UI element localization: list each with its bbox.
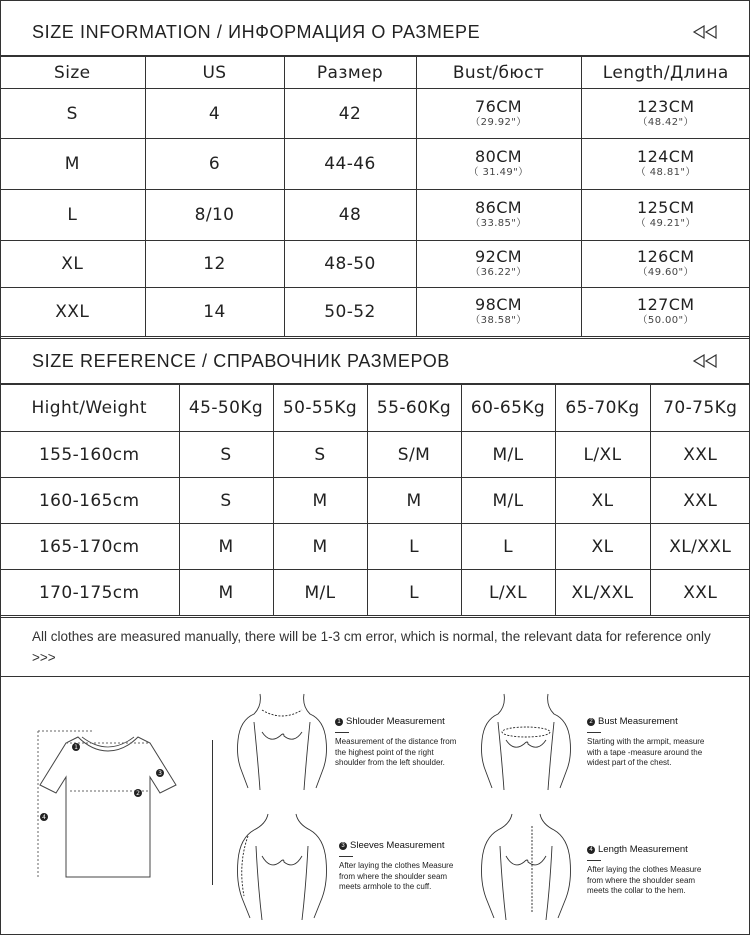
size-ref-cell: M/L — [461, 432, 555, 478]
size-ref-cell: S — [179, 478, 273, 524]
size-info-row — [0, 89, 750, 139]
shirt-marker-2: 2 — [136, 790, 140, 797]
size-info-cell: XXL — [0, 288, 145, 337]
divider — [587, 732, 601, 733]
measurement-description: Starting with the armpit, measure with a tape -measure around the widest part of the chest. — [587, 737, 705, 767]
size-info-cell: 50-52 — [284, 288, 416, 337]
size-info-cell: 48-50 — [284, 241, 416, 288]
size-ref-cell: XXL — [650, 570, 750, 616]
size-ref-cell: XL/XXL — [555, 570, 650, 616]
inch-value: （ 31.49"） — [468, 167, 529, 178]
inch-value: （49.60"） — [637, 267, 694, 278]
size-info-cell — [581, 241, 750, 288]
measurement-description: After laying the clothes Measure from where the shoulder seam meets armhole to the cuff. — [339, 861, 454, 891]
size-info-header-cell: Размер — [284, 57, 416, 89]
size-info-header-cell: Bust/бюст — [416, 57, 581, 89]
cm-value: 124CM — [636, 147, 695, 166]
inch-value: （36.22"） — [470, 267, 527, 278]
size-info-header-cell: Size — [0, 57, 145, 89]
cm-value: 125CM — [636, 198, 695, 217]
size-ref-header-cell: 65-70Kg — [555, 385, 650, 432]
number-badge-icon: 4 — [587, 846, 595, 854]
shirt-marker-3: 3 — [158, 770, 162, 777]
size-info-cell — [416, 139, 581, 190]
inch-value: （38.58"） — [470, 315, 527, 326]
size-ref-cell: M — [273, 524, 367, 570]
size-ref-height-cell: 165-170cm — [0, 524, 179, 570]
divider — [212, 740, 213, 885]
size-info-cell: 42 — [284, 89, 416, 139]
size-info-cell — [416, 241, 581, 288]
size-ref-cell: S — [179, 432, 273, 478]
size-ref-header-cell: 45-50Kg — [179, 385, 273, 432]
size-ref-header-row — [0, 385, 750, 432]
measurement-title: Bust Measurement — [598, 716, 678, 727]
size-ref-height-cell: 160-165cm — [0, 478, 179, 524]
size-info-cell: 12 — [145, 241, 284, 288]
size-ref-row — [0, 524, 750, 570]
size-ref-header-cell: Hight/Weight — [0, 385, 179, 432]
inch-value: （ 48.81"） — [635, 167, 696, 178]
size-info-cell — [416, 288, 581, 337]
size-info-cell — [416, 89, 581, 139]
size-ref-cell: XXL — [650, 478, 750, 524]
size-info-cell: 48 — [284, 190, 416, 241]
size-info-table — [0, 56, 750, 337]
size-ref-header-cell: 70-75Kg — [650, 385, 750, 432]
cm-value: 126CM — [636, 247, 695, 266]
size-ref-cell: S — [273, 432, 367, 478]
inch-value: （ 49.21"） — [635, 218, 696, 229]
size-info-cell: S — [0, 89, 145, 139]
shirt-marker-1: 1 — [74, 744, 78, 751]
size-ref-cell: L/XL — [555, 432, 650, 478]
bust-measurement — [587, 716, 715, 769]
size-ref-cell: M — [179, 570, 273, 616]
sleeves-measurement — [339, 840, 471, 893]
size-ref-row — [0, 432, 750, 478]
divider — [339, 856, 353, 857]
inch-value: （48.42"） — [637, 116, 694, 128]
shirt-marker-4: 4 — [42, 814, 46, 821]
double-chevron-left-icon — [692, 353, 718, 369]
number-badge-icon: 2 — [587, 718, 595, 726]
sleeve-figure-icon — [232, 812, 332, 922]
cm-value: 98CM — [475, 295, 522, 314]
measurement-description: Measurement of the distance from the highest point of the right shoulder from the left shoulder. — [335, 737, 457, 767]
size-info-cell: 4 — [145, 89, 284, 139]
size-ref-cell: L — [367, 570, 461, 616]
size-info-cell — [581, 89, 750, 139]
size-info-cell: XL — [0, 241, 145, 288]
size-ref-cell: XXL — [650, 432, 750, 478]
number-badge-icon: 3 — [339, 842, 347, 850]
size-ref-cell: XL — [555, 524, 650, 570]
size-info-row — [0, 190, 750, 241]
size-ref-cell: S/M — [367, 432, 461, 478]
size-ref-row — [0, 478, 750, 524]
measurement-description: After laying the clothes Measure from where the shoulder seam meets the collar to the hem. — [587, 865, 702, 895]
size-info-cell: M — [0, 139, 145, 190]
size-info-header-row — [0, 57, 750, 89]
inch-value: （29.92"） — [470, 116, 527, 128]
bust-figure-icon — [476, 692, 576, 792]
cm-value: 76CM — [475, 96, 522, 116]
cm-value: 123CM — [636, 96, 695, 116]
size-ref-title — [0, 338, 750, 384]
size-info-cell: L — [0, 190, 145, 241]
cm-value: 92CM — [475, 247, 522, 266]
size-info-cell — [581, 288, 750, 337]
size-info-cell: 6 — [145, 139, 284, 190]
size-ref-cell: M/L — [273, 570, 367, 616]
inch-value: （50.00"） — [637, 315, 694, 326]
size-ref-header-cell: 60-65Kg — [461, 385, 555, 432]
shoulder-measurement — [335, 716, 460, 769]
shoulder-figure-icon — [232, 692, 332, 792]
cm-value: 86CM — [475, 198, 522, 217]
measurement-title: Length Measurement — [598, 844, 688, 855]
size-info-header-cell: Length/Длина — [581, 57, 750, 89]
size-info-title — [0, 10, 750, 56]
size-ref-cell: M — [273, 478, 367, 524]
size-info-cell: 8/10 — [145, 190, 284, 241]
size-info-title-text: SIZE INFORMATION / ИНФОРМАЦИЯ О РАЗМЕРЕ — [32, 22, 481, 42]
inch-value: （33.85"） — [470, 218, 527, 229]
size-ref-height-cell: 170-175cm — [0, 570, 179, 616]
tshirt-diagram-icon — [30, 725, 190, 885]
size-info-row — [0, 288, 750, 337]
size-ref-cell: XL — [555, 478, 650, 524]
measurement-title: Shlouder Measurement — [346, 716, 445, 727]
size-ref-header-cell: 55-60Kg — [367, 385, 461, 432]
measurement-title: Sleeves Measurement — [350, 840, 445, 851]
size-ref-cell: M/L — [461, 478, 555, 524]
size-ref-cell: L — [367, 524, 461, 570]
size-info-cell — [416, 190, 581, 241]
size-ref-cell: XL/XXL — [650, 524, 750, 570]
divider — [335, 732, 349, 733]
length-figure-icon — [476, 812, 576, 922]
size-ref-title-text: SIZE REFERENCE / СПРАВОЧНИК РАЗМЕРОВ — [32, 350, 450, 371]
number-badge-icon: 1 — [335, 718, 343, 726]
size-ref-cell: M — [179, 524, 273, 570]
length-measurement — [587, 844, 717, 897]
size-info-row — [0, 241, 750, 288]
cm-value: 80CM — [475, 147, 522, 166]
size-ref-cell: L — [461, 524, 555, 570]
cm-value: 127CM — [636, 295, 695, 314]
size-ref-row — [0, 570, 750, 616]
size-info-row — [0, 139, 750, 190]
size-ref-cell: M — [367, 478, 461, 524]
size-info-cell — [581, 190, 750, 241]
divider — [587, 860, 601, 861]
size-info-cell — [581, 139, 750, 190]
size-info-cell: 14 — [145, 288, 284, 337]
size-ref-table — [0, 384, 750, 616]
size-ref-header-cell: 50-55Kg — [273, 385, 367, 432]
measurement-note: All clothes are measured manually, there will be 1-3 cm error, which is normal, the relevant data for reference only >>> — [0, 617, 750, 677]
size-ref-height-cell: 155-160cm — [0, 432, 179, 478]
size-info-cell: 44-46 — [284, 139, 416, 190]
double-chevron-left-icon — [692, 24, 718, 40]
size-ref-cell: L/XL — [461, 570, 555, 616]
size-info-header-cell: US — [145, 57, 284, 89]
